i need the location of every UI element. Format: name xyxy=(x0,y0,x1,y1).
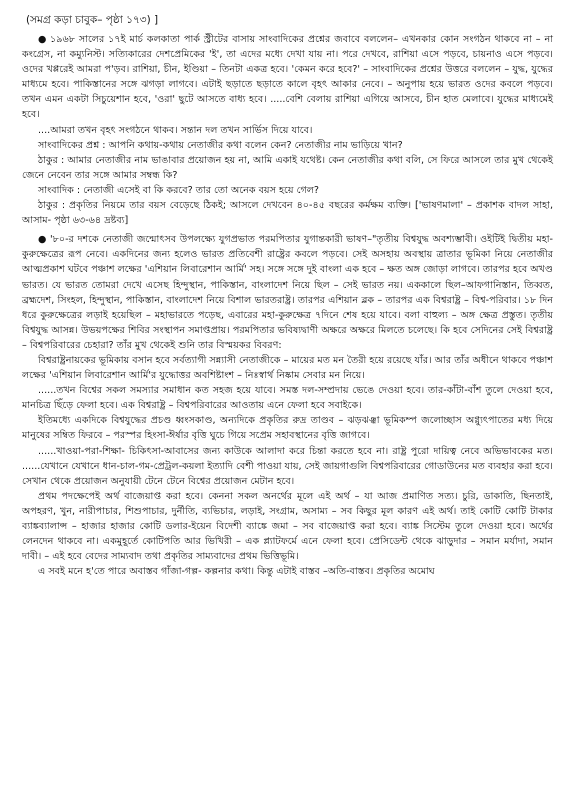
paragraph-world-leader: বিশ্বরাষ্ট্রনায়কের ভূমিকায় বসান হবে সর্বত্যাগী সন্ন্যাসী নেতাজীকে – মায়ের মত মন তৈরী হয়ে রয়েছে যাঁর। আর তাঁর অধীনে থাকবে পঞ্চাশ লক্ষের 'এশিয়ান লিবারেশান আর্মি'র যুদ্ধোত্তর অবশিষ্টাংশ – নিঃস্বার্থ নিষ্কাম সেবার মন নিয়ে। xyxy=(22,354,553,382)
paragraph-1968-press-reply xyxy=(22,32,553,123)
paragraph-meanwhile: ইতিমধ্যে একদিকে বিশ্বযুদ্ধের প্রচণ্ড ধ্বংসকাণ্ড, অন্যদিকে প্রকৃতির রুদ্র তাণ্ডব – ঝড়ঝঞ্ঝা ভূমিকম্প জলোচ্ছাস অগ্ন্যুৎপাতের মধ্য দিয়ে মানুষের সম্বিত ফিরবে – পরস্পর হিংসা-ঈর্ষার বৃত্তি ঘুচে গিয়ে সপ্রেম সহাবস্থানের বৃত্তি জাগবে। xyxy=(22,415,553,442)
paragraph-journalist-question-1: সাংবাদিকের প্রশ্ন : আপনি কথায়-কথায় নেতাজীর কথা বলেন কেন? নেতাজীর নাম ভাড়িয়ে খান? xyxy=(38,139,403,151)
bullet-icon: ● xyxy=(38,34,47,45)
paragraph-thakur-answer-1: ঠাকুর : আমার নেতাজীর নাম ভাঙাবার প্রয়োজন হয় না, আমি একাই যথেষ্ট। কেন নেতাজীর কথা বলি, সে ফিরে আসলে তার মুখ থেকেই জেনে নেবেন তার সঙ্গে আমার সম্বন্ধ কি? xyxy=(22,154,553,181)
bullet-icon: ● xyxy=(38,234,47,246)
paragraph-closing: এ সবই মনে হ'তে পারে অবাস্তব গাঁজা-গল্প- কল্পনার কথা। কিন্তু এটাই বাস্তব –অতি-বাস্তব। প্রকৃতির অমোঘ xyxy=(38,566,435,578)
paragraph-world-war-speech xyxy=(22,232,553,353)
paragraph-journalist-question-2: সাংবাদিক : নেতাজী এসেই বা কি করবে? তার তো অনেক বয়স হয়ে গেল? xyxy=(38,184,319,196)
page-header: (সমগ্র কড়া চাবুক– পৃষ্ঠা ১৭৩) ] xyxy=(26,14,159,26)
paragraph-money-confiscation: প্রথম পদক্ষেপেই অর্থ বাজেয়াপ্ত করা হবে। কেননা সকল অনর্থের মূলে এই অর্থ – যা আজ প্রমাণিত সত্য। চুরি, ডাকাতি, ছিনতাই, অপহরণ, খুন, নারীপাচার, শিশুপাচার, দুর্নীতি, ব্যভিচার, লড়াই, সংগ্রাম, অসাম্য – সব কিছুর মূল কারণ এই অর্থ। তাই কোটি কোটি টাকার ব্যাঙ্কব্যালান্স – হাজার হাজার কোটি ডলার-ইয়েন বিদেশী ব্যাঙ্কে জমা – সব বাজেয়াপ্ত করা হবে। ব্যাঙ্ক সিস্টেম তুলে দেওয়া হবে। অর্থের লেনদেন থাকবে না। একমুহূর্তে কোটিপতি আর ভিখিরী – এক প্ল্যাটফর্মে এনে ফেলা হবে। প্রেসিডেন্ট থেকে ঝাড়ুদার – সমান মর্যাদা, সমান দাবী। – এই হবে বেদের সাম্যবাদ তথা প্রকৃতির সাম্যবাদের প্রথম ভিত্তিভূমি। xyxy=(22,490,553,563)
paragraph-world-problems: ......তখন বিশ্বের সকল সমস্যার সমাধান কত সহজ হয়ে যাবে। সমস্ত দল-সম্প্রদায় ভেঙে দেওয়া হবে। তার-কাঁটা-বাঁশ তুলে দেওয়া হবে, মানচিত্র ছিঁড়ে ফেলা হবে। এক বিশ্বরাষ্ট্র – বিশ্বপরিবারের আওতায় এনে ফেলা হবে সবাইকে। xyxy=(22,385,553,412)
paragraph-food-clothing: ......খাওয়া-পরা-শিক্ষা- চিকিৎসা-আবাসের জন্য কাউকে আলাদা করে চিন্তা করতে হবে না। রাষ্ট্র পুরো দায়িত্ব নেবে অভিভাবকের মত। ......যেখানে যেখানে ধান-চাল-গম-প্রেট্রল-কয়লা ইত্যাদি বেশী পাওয়া যায়, সেই জায়গাগুলি বিশ্বপরিবারের গোডাউনের মত ব্যবহার করা হবে। সেখান থেকে প্রয়োজন অনুযায়ী টেনে টেনে বিশ্বের প্রয়োজন মেটান হবে। xyxy=(22,445,553,487)
paragraph-thakur-answer-2: ঠাকুর : প্রকৃতির নিয়মে তার বয়স বেড়েছে ঠিকই; আসলে দেখবেন ৪০-৪৫ বছরের কর্মক্ষম ব্যক্তি। ['ভাষণমালা' – প্রকাশক বাদল সাহা, আসাম- পৃষ্ঠা ৬৩-৬৪ দ্রষ্টব্য] xyxy=(22,200,553,227)
paragraph-organisation: ....আমরা তখন বৃহৎ সংগঠনে থাকব। সন্তান দল তখন সার্ভিস দিয়ে যাবে। xyxy=(38,124,313,136)
paragraph-text: '৮০-র দশকে নেতাজী জন্মোৎসব উপলক্ষ্যে যুগপ্রভাত পরমপিতার যুগান্তকারী ভাষণ–"তৃতীয় বিশ্বযুদ্ধ অবশ্যম্ভাবী। ওইটিই দ্বিতীয় মহা-কুরুক্ষেত্রের রূপ নেবে। একদিনের জন্য হলেও ভারত প্রতিবেশী রাষ্ট্রের কবলে পড়বে। সেই অসহায় অবস্থায় ত্রাতার ভূমিকা নিয়ে নেতাজীর আত্মপ্রকাশ ঘটবে পঞ্চাশ লক্ষের 'এশিয়ান লিবারেশান আর্মি' সহ। সঙ্গে সঙ্গে দুই বাংলা এক হবে – ক্ষত অঙ্গ জোড়া লাগবে। তারপর হবে অখণ্ড ভারত। যে ভারত তোমরা দেখে এসেছ হিন্দুস্থান, পাকিস্তান, বাংলাদেশ নিয়ে ছিল – সেই ভারত নয়। এককালে ছিল–আফগানিস্তান, তিব্বত, ব্রহ্মদেশ, সিংহল, হিন্দুস্থান, পাকিস্তান, বাংলাদেশ নিয়ে বিশাল ভারতরাষ্ট্র। তারপর এশিয়ান ব্লক – তারপর এক বিশ্বরাষ্ট্র – বিশ্ব-পরিবার। ১৮ দিন ধরে কুরুক্ষেত্রের লড়াই হয়েছিল – মহাভারতে পড়েছ, এবারের মহা-কুরুক্ষেত্র ৭দিনে শেষ হয়ে যাবে। বলা বাহুল্য – অঙ্গ ক্ষেত্র প্রস্তুত। তৃতীয় বিশ্বযুদ্ধ আসন্ন। উভয়পক্ষের শিবির সংস্থাপন সমাপ্তপ্রায়। পরমপিতার ভবিষ্যদ্বাণী অক্ষরে অক্ষরে মিলতে চলেছে। কি হবে সেদিনের সেই বিশ্বরাষ্ট্র – বিশ্বপরিবারের চেহারা? তাঁর মুখ থেকেই শুনি তার বিস্ময়কর বিবরণ: xyxy=(22,234,553,351)
paragraph-text: ১৯৬৮ সালের ১৭ই মার্চ কলকাতা পার্ক স্ট্রীটের বাসায় সাংবাদিকের প্রশ্নের জবাবে বললেন– এখনকার কোন সংগঠন থাকবে না – না কংগ্রেস, না কম্যুনিস্ট। সত্যিকারের দেশপ্রেমিকের 'ই', তা এদের মধ্যে দেখা যায় না। পরে দেখবে, রাশিয়া এসে পড়বে, চায়নাও এসে পড়বে। ওদের খপ্পরেই আমরা প'ড়ব। রাশিয়া, চীন, ইণ্ডিয়া – তিনটা একত্র হবে। 'কেমন করে হবে?' – সাংবাদিকের প্রশ্নের উত্তরে বললেন – যুদ্ধ, যুদ্ধের মাধ্যমে হবে। পাকিস্তানের সঙ্গে ঝগড়া লাগবে। এটাই ছড়াতে ছড়াতে কালে বৃহৎ আকার নেবে। – অনুপায় হয়ে ভারত ওদের কবলে পড়বে। তখন এমন একটা সিচুয়েশান হবে, 'ওরা' ছুটে আসতে বাধ্য হবে। .....বেশি বেলায় রাশিয়া এগিয়ে আসবে, চীন হাত মেলাবে। যুদ্ধের মাধ্যমেই হবে। xyxy=(22,34,553,121)
